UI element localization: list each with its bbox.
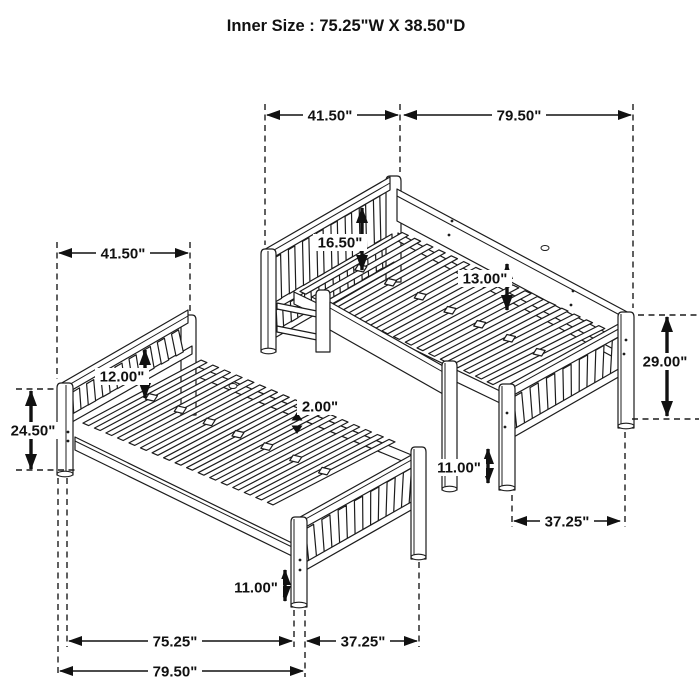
slat — [87, 380, 96, 405]
label-lower-post — [6, 422, 61, 440]
leg-foot — [499, 485, 515, 491]
slat — [157, 338, 168, 364]
slat — [373, 196, 380, 244]
footboard-back-post — [618, 312, 634, 428]
svg-text:12.00": 12.00" — [99, 368, 145, 386]
leg-foot — [57, 471, 73, 477]
svg-text:24.50": 24.50" — [10, 422, 56, 440]
slat-clip — [503, 335, 515, 343]
rail-knob — [541, 246, 549, 251]
label-lower-total-length — [148, 663, 202, 681]
leg-foot — [291, 602, 307, 608]
label-upper-head-width — [303, 107, 357, 125]
label-lower-foot-depth — [336, 633, 390, 651]
slat-clip — [290, 455, 302, 463]
guard-rail-left-post — [316, 290, 330, 352]
label-upper-length — [492, 107, 546, 125]
svg-text:41.50": 41.50" — [307, 107, 353, 125]
rail-knob — [229, 384, 237, 389]
leg-foot — [261, 348, 276, 354]
svg-text:13.00": 13.00" — [462, 270, 508, 288]
leg-foot — [618, 423, 634, 429]
diagram-title: Inner Size : 75.25"W X 38.50"D — [226, 17, 466, 35]
svg-text:41.50": 41.50" — [100, 245, 146, 263]
svg-text:75.25": 75.25" — [152, 633, 198, 651]
footboard-front-post — [499, 384, 515, 490]
lower-bed-drawing — [57, 310, 426, 608]
leg-foot — [411, 554, 426, 560]
svg-text:11.00": 11.00" — [437, 459, 481, 477]
svg-text:16.50": 16.50" — [317, 234, 363, 252]
slat — [371, 487, 379, 527]
slat-clip — [444, 307, 456, 315]
slat — [303, 238, 310, 286]
slat — [73, 388, 82, 413]
label-upper-headboard — [313, 234, 367, 252]
label-lower-rail-lip — [297, 398, 343, 416]
svg-text:37.25": 37.25" — [340, 633, 386, 651]
footboard-front-post — [291, 517, 307, 607]
footboard-right-post — [411, 447, 426, 559]
slat — [354, 496, 363, 535]
svg-text:2.00": 2.00" — [301, 398, 339, 416]
label-upper-guard-rail — [458, 270, 512, 288]
svg-text:37.25": 37.25" — [544, 513, 590, 531]
label-lower-inner-length — [148, 633, 202, 651]
label-upper-clearance — [432, 459, 486, 477]
label-upper-footboard — [637, 353, 693, 371]
svg-text:79.50": 79.50" — [496, 107, 542, 125]
label-lower-clearance — [229, 579, 283, 597]
svg-text:79.50": 79.50" — [152, 663, 198, 681]
label-upper-foot-depth — [540, 513, 594, 531]
svg-text:11.00": 11.00" — [234, 579, 278, 597]
slat — [288, 246, 295, 294]
svg-text:29.00": 29.00" — [642, 353, 688, 371]
leg-foot — [442, 486, 457, 492]
label-lower-head-width — [96, 245, 150, 263]
guard-rail-lower-stub — [277, 326, 317, 340]
label-lower-headboard — [95, 368, 149, 386]
